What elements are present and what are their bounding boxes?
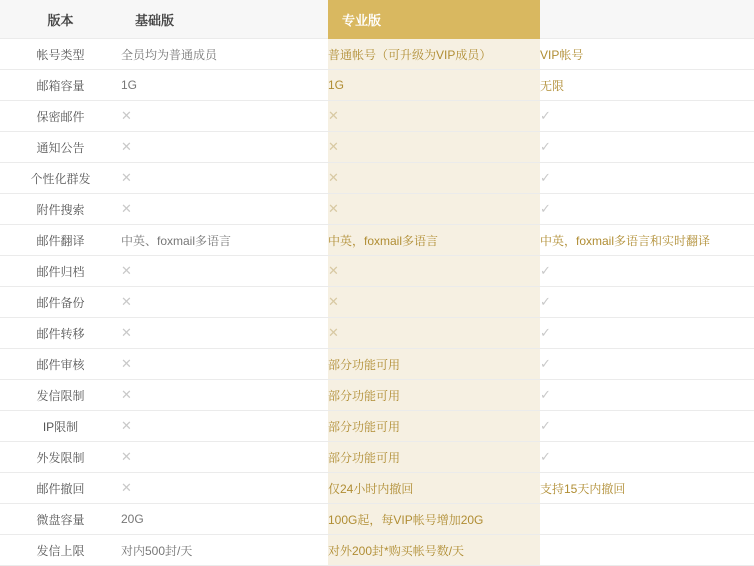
header-basic-edition: 基础版	[121, 0, 328, 39]
table-row	[0, 318, 754, 349]
check-icon: ✓	[540, 450, 551, 464]
table-row	[0, 194, 754, 225]
table-row	[0, 473, 754, 504]
table-row	[0, 163, 754, 194]
table-row	[0, 287, 754, 318]
check-icon: ✓	[540, 109, 551, 123]
row-label: 邮件备份	[0, 287, 121, 318]
row-label: 邮件撤回	[0, 473, 121, 504]
cell-vip: 无限	[540, 70, 754, 101]
cell-pro: 中英，foxmail多语言	[328, 225, 540, 256]
check-icon: ✓	[540, 388, 551, 402]
cell-pro: 部分功能可用	[328, 411, 540, 442]
cell-basic: 1G	[121, 70, 328, 101]
check-icon: ✓	[540, 357, 551, 371]
cell-vip	[540, 101, 754, 132]
cell-pro: 部分功能可用	[328, 442, 540, 473]
check-icon: ✓	[540, 171, 551, 185]
cell-pro: 对外200封*购买帐号数/天	[328, 535, 540, 566]
check-icon: ✓	[540, 202, 551, 216]
row-label: 附件搜索	[0, 194, 121, 225]
table-row	[0, 225, 754, 256]
cell-basic	[121, 411, 328, 442]
cell-vip	[540, 504, 754, 535]
row-label: 保密邮件	[0, 101, 121, 132]
cell-vip: 支持15天内撤回	[540, 473, 754, 504]
cell-vip: 中英，foxmail多语言和实时翻译	[540, 225, 754, 256]
cross-icon: ✕	[328, 202, 339, 216]
table-row	[0, 349, 754, 380]
cell-basic	[121, 101, 328, 132]
row-label: 发信限制	[0, 380, 121, 411]
row-label: 发信上限	[0, 535, 121, 566]
cross-icon: ✕	[328, 140, 339, 154]
cross-icon: ✕	[121, 419, 132, 433]
cell-basic	[121, 473, 328, 504]
cell-basic	[121, 318, 328, 349]
cell-basic	[121, 380, 328, 411]
cell-basic: 对内500封/天	[121, 535, 328, 566]
cell-pro: 仅24小时内撤回	[328, 473, 540, 504]
cell-vip	[540, 132, 754, 163]
cross-icon: ✕	[328, 326, 339, 340]
header-vip-edition	[540, 0, 754, 39]
cross-icon: ✕	[328, 295, 339, 309]
header-version: 版本	[0, 0, 121, 39]
cell-vip: VIP帐号	[540, 39, 754, 70]
row-label: 通知公告	[0, 132, 121, 163]
cell-basic	[121, 256, 328, 287]
row-label: IP限制	[0, 411, 121, 442]
row-label: 个性化群发	[0, 163, 121, 194]
table-row	[0, 39, 754, 70]
cross-icon: ✕	[328, 264, 339, 278]
cross-icon: ✕	[121, 171, 132, 185]
check-icon: ✓	[540, 264, 551, 278]
table-body	[0, 39, 754, 566]
row-label: 帐号类型	[0, 39, 121, 70]
row-label: 外发限制	[0, 442, 121, 473]
table-header	[0, 0, 754, 39]
table-row	[0, 256, 754, 287]
cross-icon: ✕	[121, 264, 132, 278]
cross-icon: ✕	[121, 326, 132, 340]
cell-basic: 20G	[121, 504, 328, 535]
cell-vip	[540, 256, 754, 287]
cell-basic	[121, 194, 328, 225]
cell-pro: 部分功能可用	[328, 380, 540, 411]
cell-vip	[540, 535, 754, 566]
cell-pro	[328, 256, 540, 287]
cell-pro	[328, 132, 540, 163]
cell-pro	[328, 101, 540, 132]
cross-icon: ✕	[121, 357, 132, 371]
cross-icon: ✕	[121, 450, 132, 464]
table-row	[0, 442, 754, 473]
table-row	[0, 411, 754, 442]
check-icon: ✓	[540, 419, 551, 433]
row-label: 邮件归档	[0, 256, 121, 287]
cell-basic	[121, 163, 328, 194]
cell-vip	[540, 349, 754, 380]
cell-pro	[328, 318, 540, 349]
cell-pro: 普通帐号（可升级为VIP成员）	[328, 39, 540, 70]
cell-vip	[540, 442, 754, 473]
cell-pro: 100G起，每VIP帐号增加20G	[328, 504, 540, 535]
cell-basic	[121, 349, 328, 380]
cell-pro: 部分功能可用	[328, 349, 540, 380]
cross-icon: ✕	[328, 171, 339, 185]
header-row	[0, 0, 754, 39]
cell-pro	[328, 194, 540, 225]
cell-vip	[540, 380, 754, 411]
cross-icon: ✕	[121, 202, 132, 216]
row-label: 邮件审核	[0, 349, 121, 380]
cell-vip	[540, 318, 754, 349]
cell-basic: 中英、foxmail多语言	[121, 225, 328, 256]
row-label: 邮件转移	[0, 318, 121, 349]
table-row	[0, 504, 754, 535]
cross-icon: ✕	[121, 481, 132, 495]
header-pro-edition: 专业版	[328, 0, 540, 39]
cross-icon: ✕	[328, 109, 339, 123]
row-label: 微盘容量	[0, 504, 121, 535]
cell-vip	[540, 287, 754, 318]
row-label: 邮件翻译	[0, 225, 121, 256]
cell-pro: 1G	[328, 70, 540, 101]
cross-icon: ✕	[121, 109, 132, 123]
row-label: 邮箱容量	[0, 70, 121, 101]
table-row	[0, 101, 754, 132]
cross-icon: ✕	[121, 388, 132, 402]
cell-basic	[121, 442, 328, 473]
cell-pro	[328, 287, 540, 318]
check-icon: ✓	[540, 140, 551, 154]
cell-vip	[540, 411, 754, 442]
cell-vip	[540, 194, 754, 225]
cell-basic	[121, 287, 328, 318]
table-row	[0, 132, 754, 163]
table-row	[0, 380, 754, 411]
cell-basic	[121, 132, 328, 163]
check-icon: ✓	[540, 326, 551, 340]
table-row	[0, 70, 754, 101]
cell-pro	[328, 163, 540, 194]
cell-basic: 全员均为普通成员	[121, 39, 328, 70]
cross-icon: ✕	[121, 295, 132, 309]
table-row	[0, 535, 754, 566]
cell-vip	[540, 163, 754, 194]
cross-icon: ✕	[121, 140, 132, 154]
check-icon: ✓	[540, 295, 551, 309]
